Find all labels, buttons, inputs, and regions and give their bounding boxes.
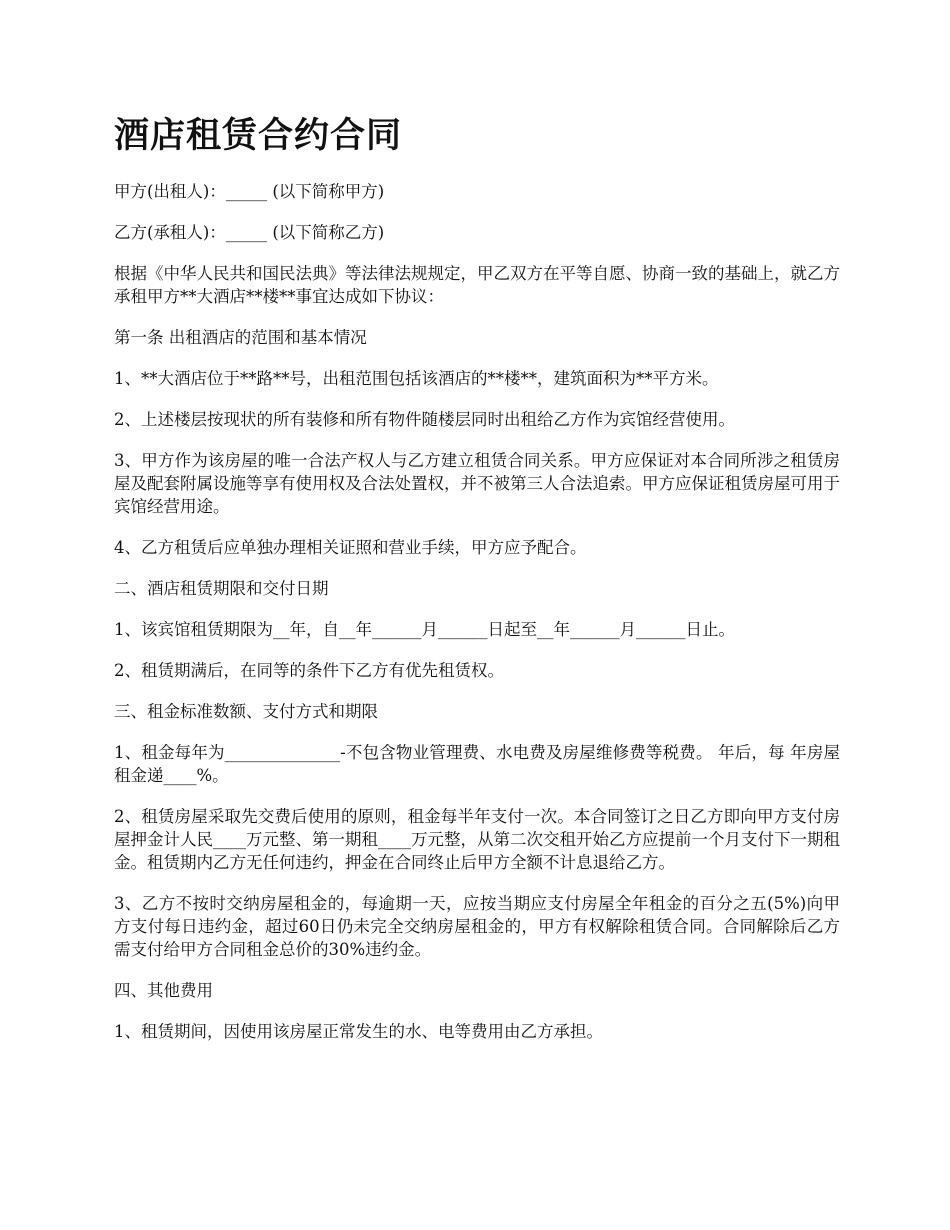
party-a-line: 甲方(出租人)：_____ (以下简称甲方) <box>114 182 385 201</box>
clause-1-4: 4、乙方租赁后应单独办理相关证照和营业手续，甲方应予配合。 <box>114 538 587 557</box>
document-title: 酒店租赁合约合同 <box>114 115 403 156</box>
section-heading-3: 三、租金标准数额、支付方式和期限 <box>114 702 378 721</box>
clause-2-1: 1、该宾馆租赁期限为__年，自__年______月______日起至__年______月______日止。 <box>114 620 735 639</box>
clause-1-2: 2、上述楼层按现状的所有装修和所有物件随楼层同时出租给乙方作为宾馆经营使用。 <box>114 410 735 429</box>
clause-3-1: 1、租金每年为______________-不包含物业管理费、水电费及房屋维修费等税费。 年后，每 年房屋租金递____%。 <box>114 743 840 785</box>
clause-1-3: 3、甲方作为该房屋的唯一合法产权人与乙方建立租赁合同关系。甲方应保证对本合同所涉之租赁房屋及配套附属设施等享有使用权及合法处置权，并不被第三人合法追索。甲方应保证租赁房屋可用于宾馆经营用途。 <box>114 451 840 516</box>
preamble-paragraph: 根据《中华人民共和国民法典》等法律法规规定，甲乙双方在平等自愿、协商一致的基础上，就乙方承租甲方**大酒店**楼**事宜达成如下协议： <box>114 264 840 306</box>
section-heading-4: 四、其他费用 <box>114 981 213 1000</box>
document-page <box>114 112 840 1061</box>
party-b-line: 乙方(承租人)：_____ (以下简称乙方) <box>114 223 385 242</box>
clause-2-2: 2、租赁期满后，在同等的条件下乙方有优先租赁权。 <box>114 661 504 680</box>
clause-4-1: 1、租赁期间，因使用该房屋正常发生的水、电等费用由乙方承担。 <box>114 1022 603 1041</box>
clause-3-3: 3、乙方不按时交纳房屋租金的，每逾期一天，应按当期应支付房屋全年租金的百分之五(5%)向甲方支付每日违约金，超过60日仍未完全交纳房屋租金的，甲方有权解除租赁合同。合同解除后乙方需支付给甲方合同租金总价的30%违约金。 <box>114 894 840 959</box>
clause-3-2: 2、租赁房屋采取先交费后使用的原则，租金每半年支付一次。本合同签订之日乙方即向甲方支付房屋押金计人民____万元整、第一期租____万元整，从第二次交租开始乙方应提前一个月支付下一期租金。租赁期内乙方无任何违约，押金在合同终止后甲方全额不计息退给乙方。 <box>114 807 840 872</box>
clause-1-1: 1、**大酒店位于**路**号，出租范围包括该酒店的**楼**，建筑面积为**平方米。 <box>114 369 719 388</box>
section-heading-1: 第一条 出租酒店的范围和基本情况 <box>114 328 367 347</box>
section-heading-2: 二、酒店租赁期限和交付日期 <box>114 579 329 598</box>
